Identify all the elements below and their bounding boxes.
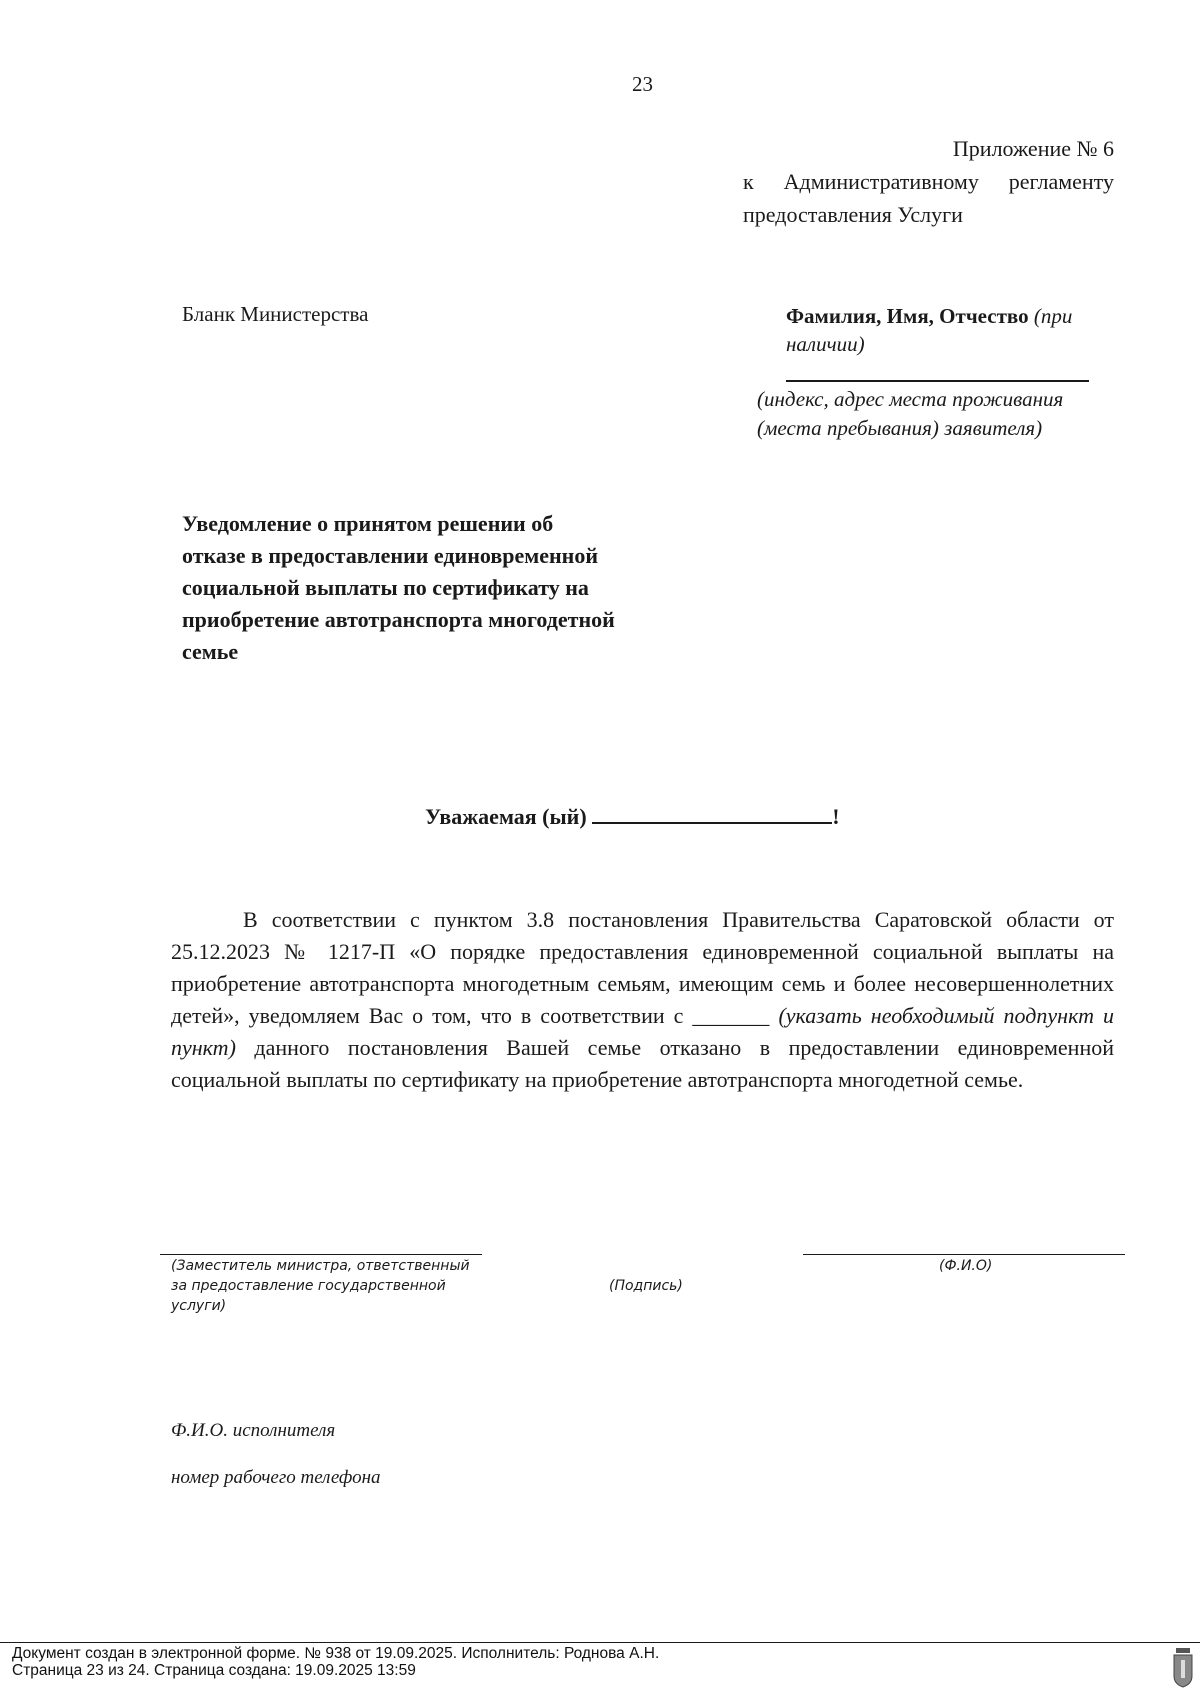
- appendix-number: Приложение № 6: [952, 136, 1114, 161]
- appendix-service: предоставления Услуги: [743, 202, 963, 227]
- signatory-position-line: [160, 1254, 482, 1255]
- signatory-name-line: [803, 1254, 1125, 1255]
- body-paragraph: [171, 904, 1114, 1096]
- coat-of-arms-icon: [1172, 1648, 1194, 1688]
- body-part-2: данного постановления Вашей семье отказано в предоставлении единовременной социальной выплаты по сертификату на приобретение автотранспорта многодетной семье.: [171, 1035, 1114, 1092]
- recipient-block: [786, 302, 1116, 358]
- appendix-reference: к Административному регламенту: [743, 169, 1114, 194]
- signatory-position-caption: (Заместитель министра, ответственный за предоставление государственной услуги): [171, 1258, 470, 1314]
- notice-title: Уведомление о принятом решении об отказе в предоставлении единовременной социальной выплаты по сертификату на приобретение автотранспорта многодетной семье: [182, 511, 615, 664]
- body-part-1: В соответствии с пунктом 3.8 постановления Правительства Саратовской области от 25.12.2023 № 1217-П «О порядке предоставления единовременной социальной выплаты на приобретение автотранспорта многодетным семьям, имеющим семь и более несовершеннолетних детей», уведомляем Вас о том, что в соответствии с _______: [171, 907, 1114, 1028]
- greeting-text: Уважаемая (ый): [425, 804, 587, 829]
- signatory-name-caption: (Ф.И.О): [939, 1258, 993, 1274]
- footer-line-1: Документ создан в электронной форме. № 938 от 19.09.2025. Исполнитель: Роднова А.Н.: [12, 1645, 660, 1662]
- recipient-address-note: (индекс, адрес места проживания (места пребывания) заявителя): [757, 387, 1064, 440]
- appendix-header: [743, 132, 1114, 231]
- executor-label: Ф.И.О. исполнителя: [171, 1420, 336, 1441]
- greeting: [425, 802, 840, 830]
- recipient-name-label: Фамилия, Имя, Отчество: [786, 304, 1029, 328]
- footer-line-2: Страница 23 из 24. Страница создана: 19.09.2025 13:59: [12, 1662, 416, 1679]
- recipient-fill-line: [786, 380, 1089, 382]
- footer: [12, 1645, 659, 1679]
- work-phone-label: номер рабочего телефона: [171, 1467, 381, 1488]
- recipient-name-note: (при наличии): [786, 304, 1073, 356]
- greeting-ending: !: [832, 804, 840, 829]
- greeting-fill-line: [592, 802, 832, 824]
- signature-caption: (Подпись): [609, 1278, 683, 1294]
- ministry-letterhead-label: Бланк Министерства: [182, 302, 369, 326]
- page-number: 23: [632, 72, 653, 96]
- footer-divider: [0, 1642, 1200, 1643]
- body-italic-note: (указать необходимый подпункт и пункт): [171, 1003, 1114, 1060]
